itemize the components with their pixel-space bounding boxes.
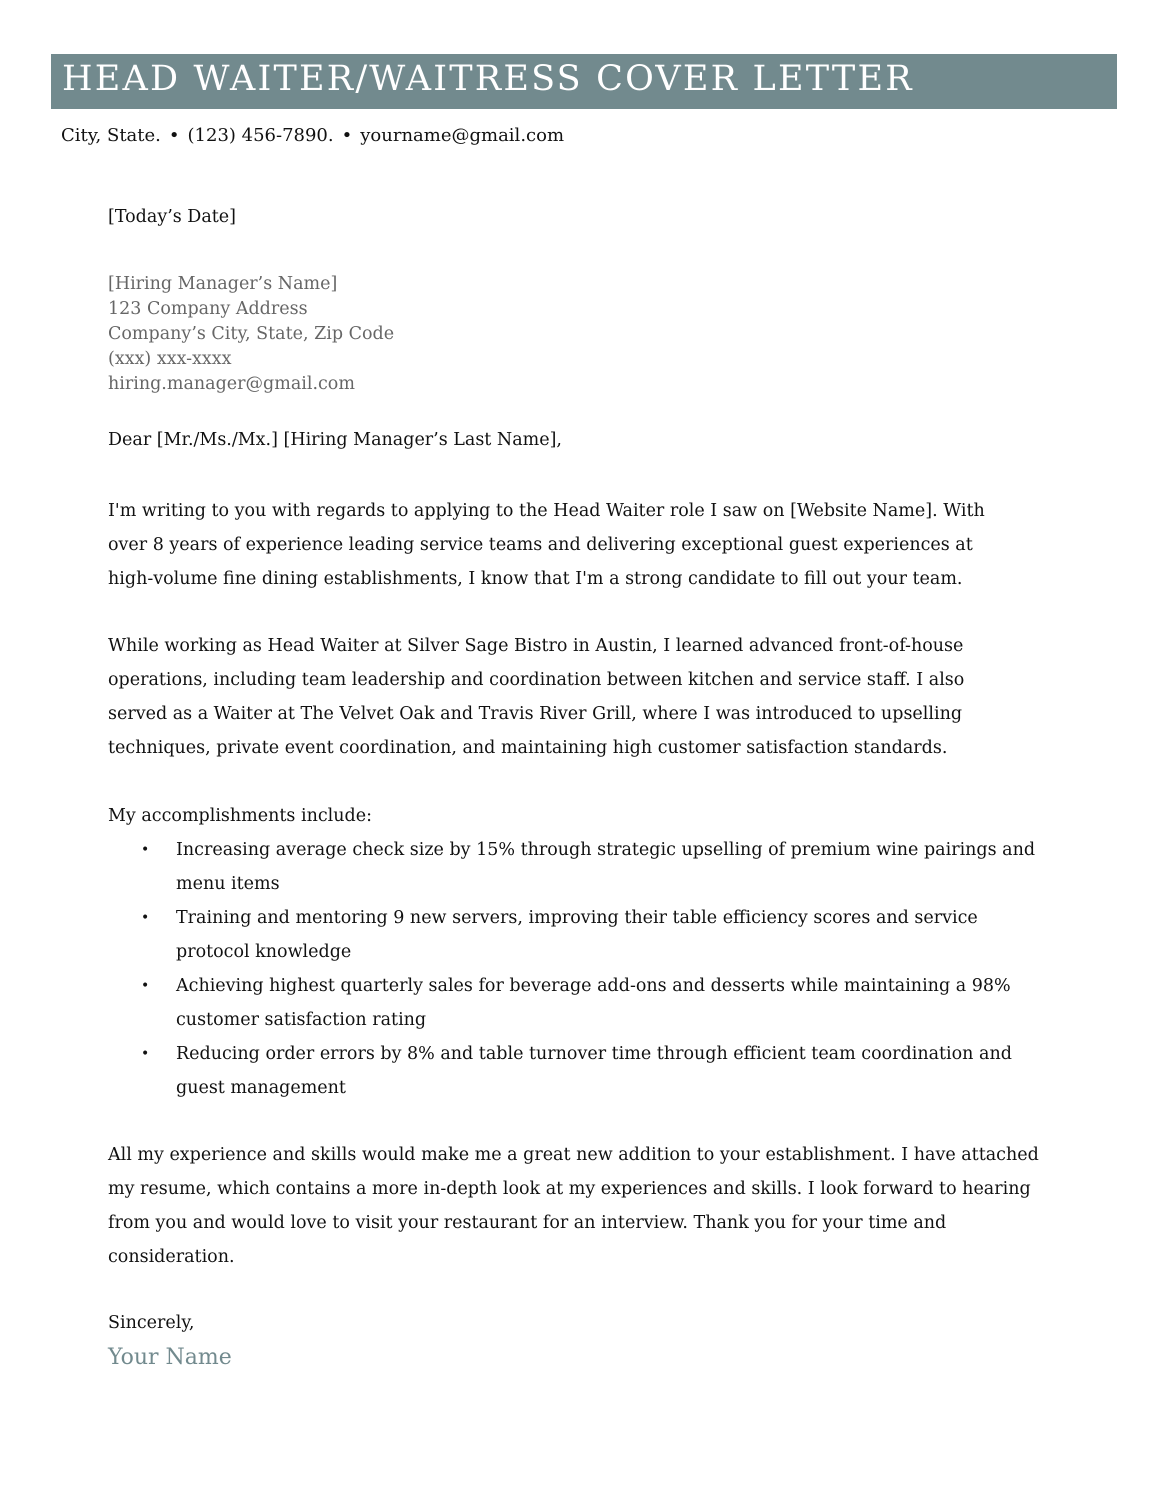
list-item xyxy=(108,1037,1038,1105)
recipient-phone: (xxx) xxx-xxxx xyxy=(108,349,232,369)
list-item xyxy=(108,901,1038,969)
contact-location: City, State. xyxy=(61,125,161,146)
contact-separator: • xyxy=(341,125,353,146)
closing-paragraph: All my experience and skills would make me a great new addition to your establishment. I have attached my resume, which contains a more in-depth look at my experiences and skills. I look forward to hearing from you and would love to visit your restaurant for an interview. Thank you for your time and consideration. xyxy=(108,1145,1039,1267)
recipient-name: [Hiring Manager’s Name] xyxy=(108,274,338,294)
recipient-city-state-zip: Company’s City, State, Zip Code xyxy=(108,324,395,344)
contact-email: yourname@gmail.com xyxy=(360,125,565,146)
accomplishment-text: Increasing average check size by 15% through strategic upselling of premium wine pairings and menu items xyxy=(176,840,1036,894)
recipient-block xyxy=(108,272,394,397)
bullet-icon: • xyxy=(141,978,150,994)
header-banner xyxy=(51,54,1117,109)
bullet-icon: • xyxy=(141,842,150,858)
list-item xyxy=(108,833,1038,901)
letter-date: [Today’s Date] xyxy=(108,207,236,227)
accomplishment-text: Training and mentoring 9 new servers, improving their table efficiency scores and service protocol knowledge xyxy=(176,908,978,962)
accomplishment-text: Reducing order errors by 8% and table turnover time through efficient team coordination and guest management xyxy=(176,1044,1012,1098)
accomplishments-intro: My accomplishments include: xyxy=(108,806,372,826)
closing-salutation: Sincerely, xyxy=(108,1313,195,1333)
recipient-address: 123 Company Address xyxy=(108,299,308,319)
bullet-icon: • xyxy=(141,910,150,926)
salutation: Dear [Mr./Ms./Mx.] [Hiring Manager’s Last Name], xyxy=(108,430,562,450)
accomplishments-list xyxy=(108,833,1038,1105)
contact-line xyxy=(61,125,564,146)
experience-paragraph: While working as Head Waiter at Silver Sage Bistro in Austin, I learned advanced front-of-house operations, including team leadership and coordination between kitchen and service staff. I also served as a Waiter at The Velvet Oak and Travis River Grill, where I was introduced to upselling techniques, private event coordination, and maintaining high customer satisfaction standards. xyxy=(108,636,965,758)
accomplishment-text: Achieving highest quarterly sales for beverage add-ons and desserts while maintaining a 98% customer satisfaction rating xyxy=(176,976,1011,1030)
list-item xyxy=(108,969,1038,1037)
recipient-email: hiring.manager@gmail.com xyxy=(108,374,355,394)
contact-separator: • xyxy=(168,125,180,146)
contact-phone: (123) 456-7890. xyxy=(187,125,334,146)
signature-name: Your Name xyxy=(108,1345,232,1370)
intro-paragraph: I'm writing to you with regards to applying to the Head Waiter role I saw on [Website Name]. With over 8 years of experience leading service teams and delivering exceptional guest experiences at high-volume fine dining establishments, I know that I'm a strong candidate to fill out your team. xyxy=(108,501,985,589)
document-title: HEAD WAITER/WAITRESS COVER LETTER xyxy=(62,59,914,99)
bullet-icon: • xyxy=(141,1046,150,1062)
